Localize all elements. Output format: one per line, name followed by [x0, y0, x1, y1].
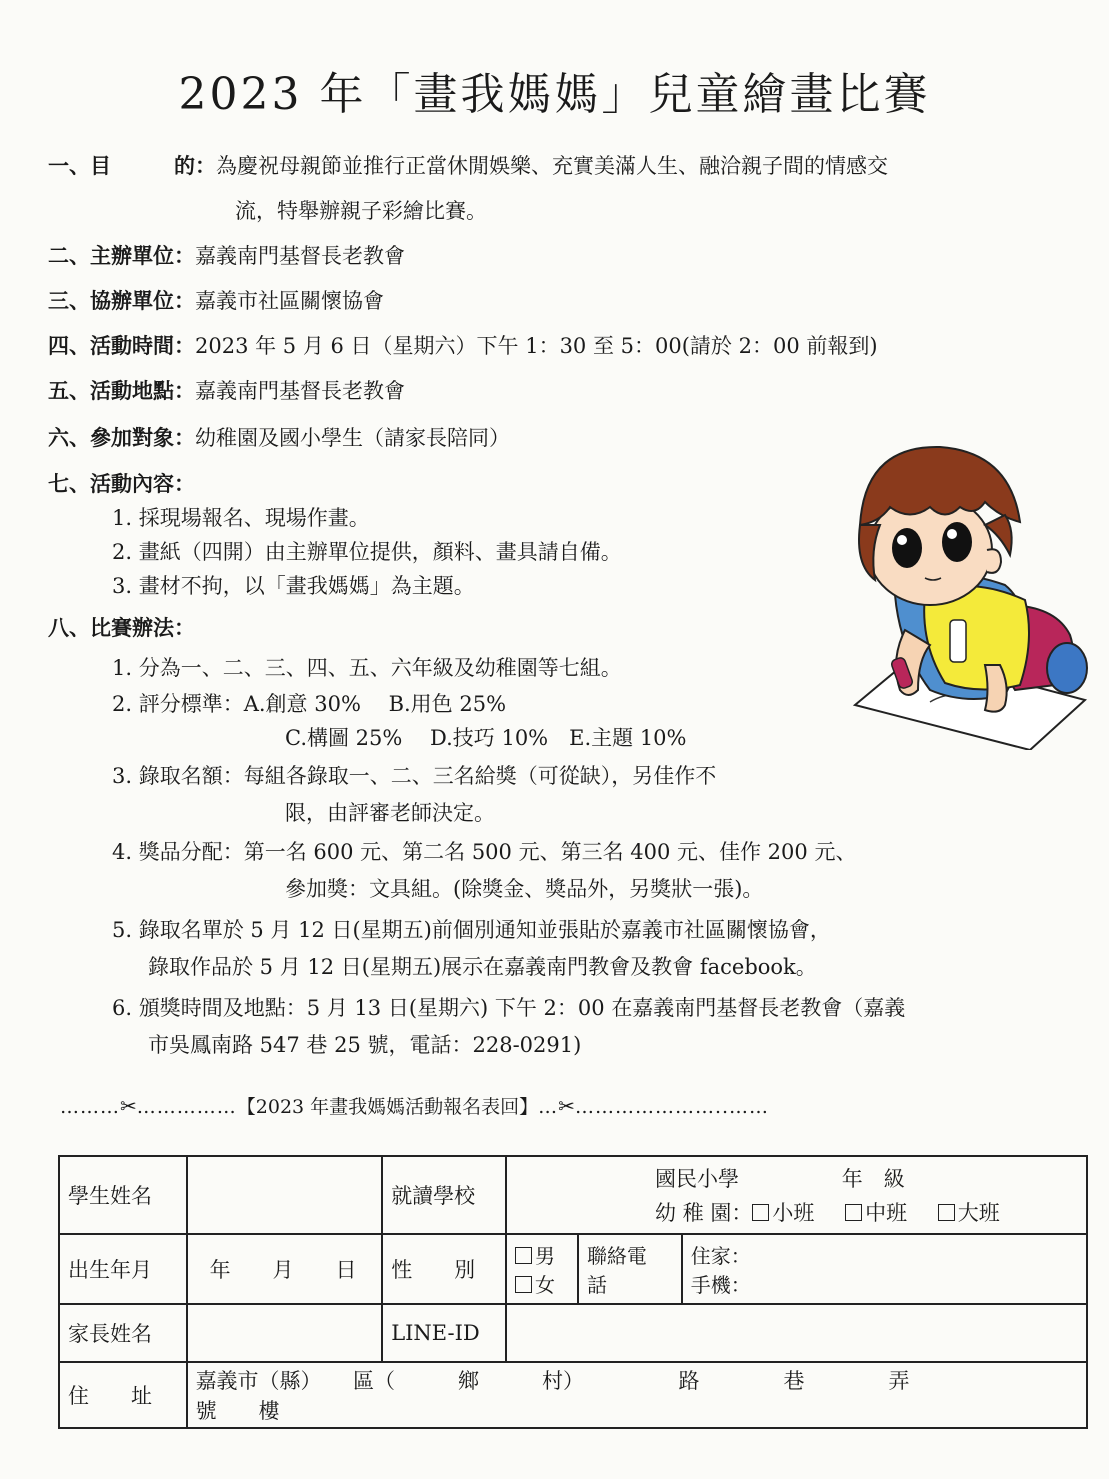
contact-phone-line1: 聯絡電 [586, 1244, 647, 1268]
venue-section [48, 375, 405, 405]
address-line1: 嘉義市（縣） 區（ 鄉 村） 路 巷 弄 [195, 1369, 910, 1393]
child-drawing-illustration [835, 430, 1090, 750]
time-value: 2023 年 5 月 6 日（星期六）下午 1：30 至 5：00(請於 2：00 前報到) [195, 334, 878, 358]
organizer-value: 嘉義南門基督長老教會 [195, 244, 405, 268]
contact-phone-label [578, 1234, 682, 1304]
time-label: 四、活動時間： [48, 333, 195, 358]
purpose-label: 一、目 的： [48, 153, 216, 178]
school-label: 就讀學校 [382, 1156, 506, 1234]
cut-line [60, 1092, 769, 1119]
rules-item: 6. 頒獎時間及地點：5 月 13 日(星期六) 下午 2：00 在嘉義南門基督長老教會（嘉義 [112, 996, 906, 1020]
grade-label: 年 級 [841, 1167, 905, 1191]
mobile-phone-label: 手機： [690, 1273, 751, 1297]
page-title: 2023 年「畫我媽媽」兒童繪畫比賽 [178, 69, 931, 120]
purpose-line2: 流，特舉辦親子彩繪比賽。 [235, 199, 487, 223]
line-id-label: LINE-ID [382, 1304, 506, 1362]
birth-field[interactable]: 年 月 日 [187, 1234, 383, 1304]
dots: … [538, 1096, 559, 1118]
male-checkbox[interactable] [515, 1247, 532, 1264]
rules-item: 4. 獎品分配：第一名 600 元、第二名 500 元、第三名 400 元、佳作 200 元、 [112, 840, 857, 864]
content-item: 3. 畫材不拘，以「畫我媽媽」為主題。 [112, 574, 475, 598]
student-name-label: 學生姓名 [59, 1156, 187, 1234]
phone-field[interactable] [682, 1234, 1087, 1304]
address-field[interactable] [187, 1362, 1087, 1428]
address-line2: 號 樓 [195, 1399, 280, 1423]
rules-item: 2. 評分標準：A.創意 30% B.用色 25% [112, 692, 507, 716]
school-row1 [515, 1163, 1078, 1193]
small-class-checkbox[interactable] [752, 1204, 769, 1221]
rules-item: 3. 錄取名額：每組各錄取一、二、三名給獎（可從缺），另佳作不 [112, 764, 717, 788]
dots: ……… [60, 1096, 120, 1118]
rules-item-cont: 參加獎：文具組。(除獎金、獎品外，另獎狀一張)。 [285, 877, 764, 901]
co-organizer-section [48, 285, 384, 315]
scissors-icon: ✂ [120, 1094, 137, 1118]
dots: …………… [136, 1096, 237, 1118]
co-organizer-label: 三、協辦單位： [48, 288, 195, 313]
rules-label: 八、比賽辦法： [48, 615, 195, 640]
rules-item-cont: C.構圖 25% D.技巧 10% E.主題 10% [285, 726, 687, 750]
scissors-icon: ✂ [558, 1094, 575, 1118]
form-row [59, 1362, 1087, 1428]
middle-class-label: 中班 [865, 1201, 908, 1225]
gender-label: 性 別 [382, 1234, 506, 1304]
big-class-label: 大班 [957, 1201, 1000, 1225]
small-class-label: 小班 [772, 1201, 815, 1225]
line-id-field[interactable] [506, 1304, 1087, 1362]
parent-name-field[interactable] [187, 1304, 383, 1362]
venue-value: 嘉義南門基督長老教會 [195, 379, 405, 403]
venue-label: 五、活動地點： [48, 378, 195, 403]
middle-class-checkbox[interactable] [845, 1204, 862, 1221]
student-name-field[interactable] [187, 1156, 383, 1234]
address-label: 住 址 [59, 1362, 187, 1428]
male-label: 男 [535, 1244, 556, 1268]
registration-form [58, 1155, 1088, 1429]
school-row2 [515, 1197, 1078, 1227]
female-checkbox[interactable] [515, 1276, 532, 1293]
female-option[interactable] [515, 1269, 569, 1298]
co-organizer-value: 嘉義市社區關懷協會 [195, 289, 384, 313]
dots: …………………..…… [574, 1096, 770, 1118]
male-option[interactable] [515, 1240, 569, 1269]
purpose-section [48, 150, 888, 180]
contact-phone-line2: 話 [586, 1273, 607, 1297]
time-section [48, 330, 878, 360]
purpose-line1: 為慶祝母親節並推行正當休閒娛樂、充實美滿人生、融洽親子間的情感交 [216, 154, 888, 178]
participants-value: 幼稚園及國小學生（請家長陪同） [195, 426, 510, 450]
participants-section [48, 422, 510, 452]
gender-field [506, 1234, 578, 1304]
form-title: 【2023 年畫我媽媽活動報名表回】 [236, 1096, 539, 1118]
rules-item-cont: 錄取作品於 5 月 12 日(星期五)展示在嘉義南門教會及教會 facebook。 [148, 955, 817, 979]
birth-label: 出生年月 [59, 1234, 187, 1304]
big-class-checkbox[interactable] [938, 1204, 955, 1221]
school-field[interactable] [506, 1156, 1087, 1234]
home-phone-label: 住家： [690, 1244, 751, 1268]
form-row [59, 1304, 1087, 1362]
content-label: 七、活動內容： [48, 471, 195, 496]
participants-label: 六、參加對象： [48, 425, 195, 450]
kindergarten-label: 幼 稚 園： [655, 1201, 753, 1225]
form-row [59, 1234, 1087, 1304]
content-section [48, 468, 195, 498]
content-item: 2. 畫紙（四開）由主辦單位提供，顏料、畫具請自備。 [112, 540, 622, 564]
parent-name-label: 家長姓名 [59, 1304, 187, 1362]
rules-item-cont: 市吳鳳南路 547 巷 25 號，電話：228-0291) [148, 1033, 582, 1057]
form-row [59, 1156, 1087, 1234]
rules-item-cont: 限，由評審老師決定。 [285, 801, 495, 825]
rules-item: 5. 錄取名單於 5 月 12 日(星期五)前個別通知並張貼於嘉義市社區關懷協會， [112, 918, 831, 942]
organizer-section [48, 240, 405, 270]
female-label: 女 [535, 1273, 556, 1297]
elementary-label: 國民小學 [655, 1167, 740, 1191]
rules-section [48, 612, 195, 642]
rules-item: 1. 分為一、二、三、四、五、六年級及幼稚園等七組。 [112, 656, 622, 680]
organizer-label: 二、主辦單位： [48, 243, 195, 268]
content-item: 1. 採現場報名、現場作畫。 [112, 506, 370, 530]
